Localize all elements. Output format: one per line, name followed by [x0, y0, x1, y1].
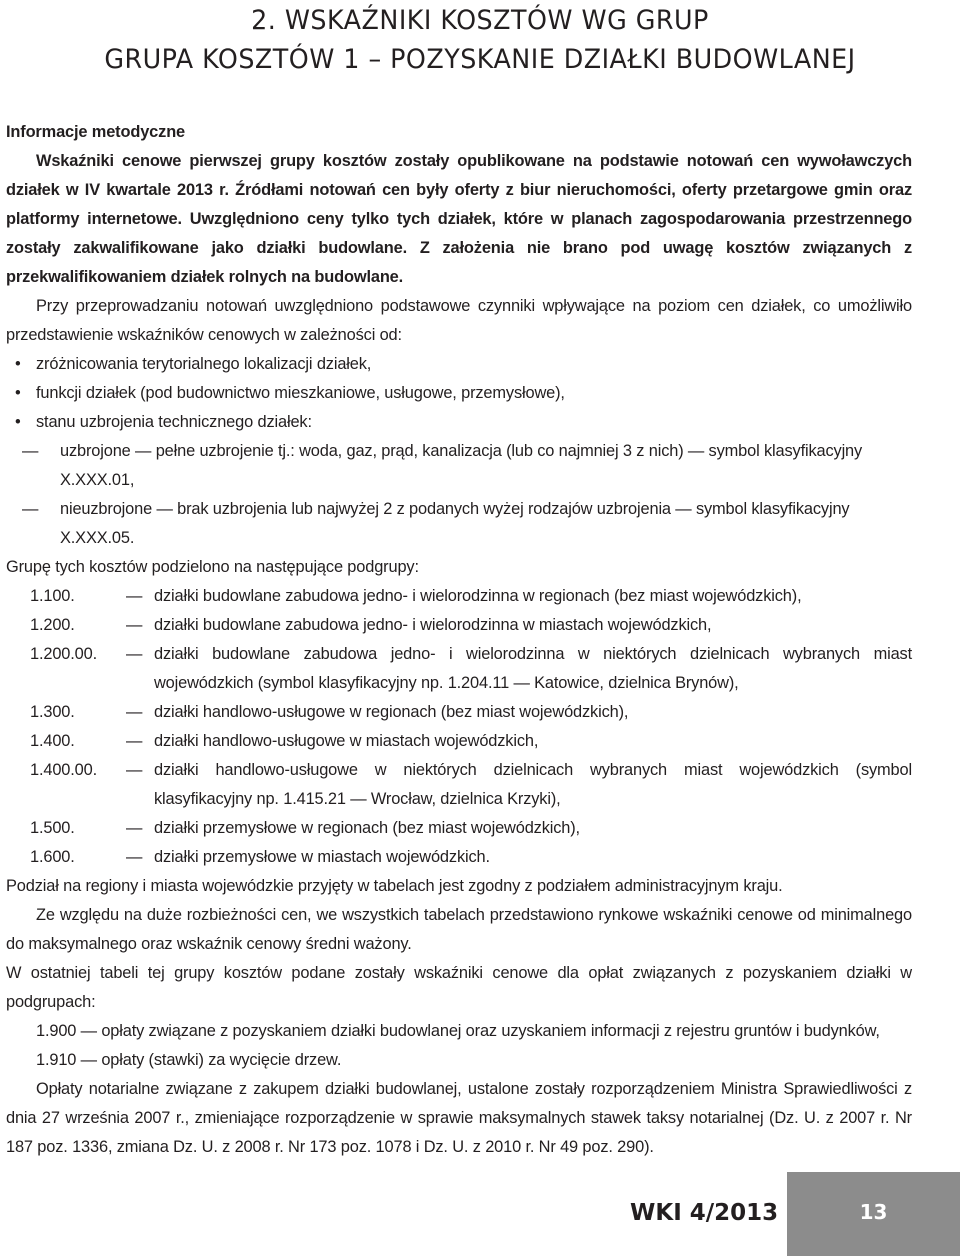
- subgroup-text: działki handlowo-usługowe w miastach wojewódzkich,: [154, 732, 539, 750]
- last-table-paragraph: W ostatniej tabeli tej grupy kosztów podane zostały wskaźniki cenowe dla opłat związanych z pozyskaniem działki w podgrupach:: [6, 964, 912, 1011]
- list-item: • zróżnicowania terytorialnego lokalizacji działek,: [6, 350, 912, 379]
- dash-icon: —: [126, 761, 143, 779]
- dash-icon: —: [22, 442, 39, 460]
- list-item: • stanu uzbrojenia technicznego działek:: [6, 408, 912, 437]
- dash-icon: —: [126, 616, 143, 634]
- page-number: 13: [859, 1200, 888, 1224]
- dash-icon: —: [126, 587, 143, 605]
- subgroup-row: [6, 582, 912, 611]
- subgroup-text: działki budowlane zabudowa jedno- i wielorodzinna w miastach wojewódzkich,: [154, 616, 712, 634]
- factors-paragraph: Przy przeprowadzaniu notowań uwzględniono podstawowe czynniki wpływające na poziom cen działek, co umożliwiło przedstawienie wskaźników cenowych w zależności od:: [6, 297, 912, 344]
- subgroup-code: 1.200.00.: [30, 645, 98, 663]
- subgroup-row: [6, 640, 912, 698]
- subgroup-row: [6, 698, 912, 727]
- subgroup-code: 1.200.: [30, 616, 75, 634]
- subgroup-row: [6, 611, 912, 640]
- notary-paragraph: Opłaty notarialne związane z zakupem działki budowlanej, ustalone zostały rozporządzeniem Ministra Sprawiedliwości z dnia 27 września 2007 r., zmieniające rozporządzenie w sprawie maksymalnych stawek taksy notarialnej (Dz. U. z 2007 r. Nr 187 poz. 1336, zmiana Dz. U. z 2008 r. Nr 173 poz. 1078 i Dz. U. z 2010 r. Nr 49 poz. 290).: [6, 1080, 912, 1156]
- list-item: • funkcji działek (pod budownictwo mieszkaniowe, usługowe, przemysłowe),: [6, 379, 912, 408]
- dash-icon: —: [126, 819, 143, 837]
- fee-item: 1.900 — opłaty związane z pozyskaniem działki budowlanej oraz uzyskaniem informacji z rejestru gruntów i budynków,: [36, 1022, 880, 1040]
- chapter-title: 2. WSKAŹNIKI KOSZTÓW WG GRUP: [251, 5, 709, 36]
- subgroup-text: działki budowlane zabudowa jedno- i wielorodzinna w regionach (bez miast wojewódzkich),: [154, 587, 802, 605]
- bullet-icon: •: [15, 413, 21, 431]
- infrastructure-item: — uzbrojone — pełne uzbrojenie tj.: woda, gaz, prąd, kanalizacja (lub co najmniej 3 z nich) — symbol klasyfikacyjny X.XXX.01,: [6, 437, 912, 495]
- dash-icon: —: [126, 703, 143, 721]
- subgroup-text: działki przemysłowe w miastach wojewódzkich.: [154, 848, 490, 866]
- group-title: GRUPA KOSZTÓW 1 – POZYSKANIE DZIAŁKI BUDOWLANEJ: [104, 44, 856, 75]
- subgroups-intro: Grupę tych kosztów podzielono na następujące podgrupy:: [6, 558, 419, 576]
- dash-icon: —: [126, 732, 143, 750]
- subgroup-code: 1.300.: [30, 703, 75, 721]
- factor-list: [6, 350, 912, 437]
- section-heading: Informacje metodyczne: [6, 123, 186, 141]
- subgroup-text: działki handlowo-usługowe w regionach (bez miast wojewódzkich),: [154, 703, 629, 721]
- subgroup-code: 1.400.: [30, 732, 75, 750]
- regions-paragraph: Podział na regiony i miasta wojewódzkie przyjęty w tabelach jest zgodny z podziałem administracyjnym kraju.: [6, 877, 783, 895]
- infrastructure-item: — nieuzbrojone — brak uzbrojenia lub najwyżej 2 z podanych wyżej rodzajów uzbrojenia — symbol klasyfikacyjny X.XXX.05.: [6, 495, 912, 553]
- dash-icon: —: [22, 500, 39, 518]
- subgroup-row: [6, 843, 912, 872]
- subgroup-text: działki handlowo-usługowe w niektórych dzielnicach wybranych miast wojewódzkich (symbol klasyfikacyjny np. 1.415.21 — Wrocław, dzielnica Krzyki),: [154, 761, 912, 808]
- dash-icon: —: [126, 848, 143, 866]
- subgroup-row: [6, 756, 912, 814]
- bullet-icon: •: [15, 384, 21, 402]
- fee-item: 1.910 — opłaty (stawki) za wycięcie drzew.: [36, 1051, 342, 1069]
- methodology-paragraph: Wskaźniki cenowe pierwszej grupy kosztów zostały opublikowane na podstawie notowań cen wywoławczych działek w IV kwartale 2013 r. Źródłami notowań cen były oferty z biur nieruchomości, oferty przetargowe gmin oraz platformy internetowe. Uwzględniono ceny tylko tych działek, które w planach zagospodarowania przestrzennego zostały zakwalifikowane jako działki budowlane. Z założenia nie brano pod uwagę kosztów związanych z przekwalifikowaniem działek rolnych na budowlane.: [6, 152, 912, 286]
- subgroup-text: działki budowlane zabudowa jedno- i wielorodzinna w niektórych dzielnicach wybranych miast wojewódzkich (symbol klasyfikacyjny np. 1.204.11 — Katowice, dzielnica Brynów),: [154, 645, 912, 692]
- publication-label: WKI 4/2013: [630, 1200, 779, 1226]
- subgroup-text: działki przemysłowe w regionach (bez miast wojewódzkich),: [154, 819, 580, 837]
- dash-icon: —: [126, 645, 143, 663]
- subgroup-code: 1.500.: [30, 819, 75, 837]
- body-text: [6, 118, 912, 1162]
- subgroup-code: 1.400.00.: [30, 761, 98, 779]
- subgroup-list: [6, 582, 912, 872]
- subgroup-code: 1.100.: [30, 587, 75, 605]
- subgroup-row: [6, 727, 912, 756]
- subgroup-code: 1.600.: [30, 848, 75, 866]
- subgroup-row: [6, 814, 912, 843]
- bullet-icon: •: [15, 355, 21, 373]
- price-spread-paragraph: Ze względu na duże rozbieżności cen, we wszystkich tabelach przedstawiono rynkowe wskaźniki cenowe od minimalnego do maksymalnego oraz wskaźnik cenowy średni ważony.: [6, 906, 912, 953]
